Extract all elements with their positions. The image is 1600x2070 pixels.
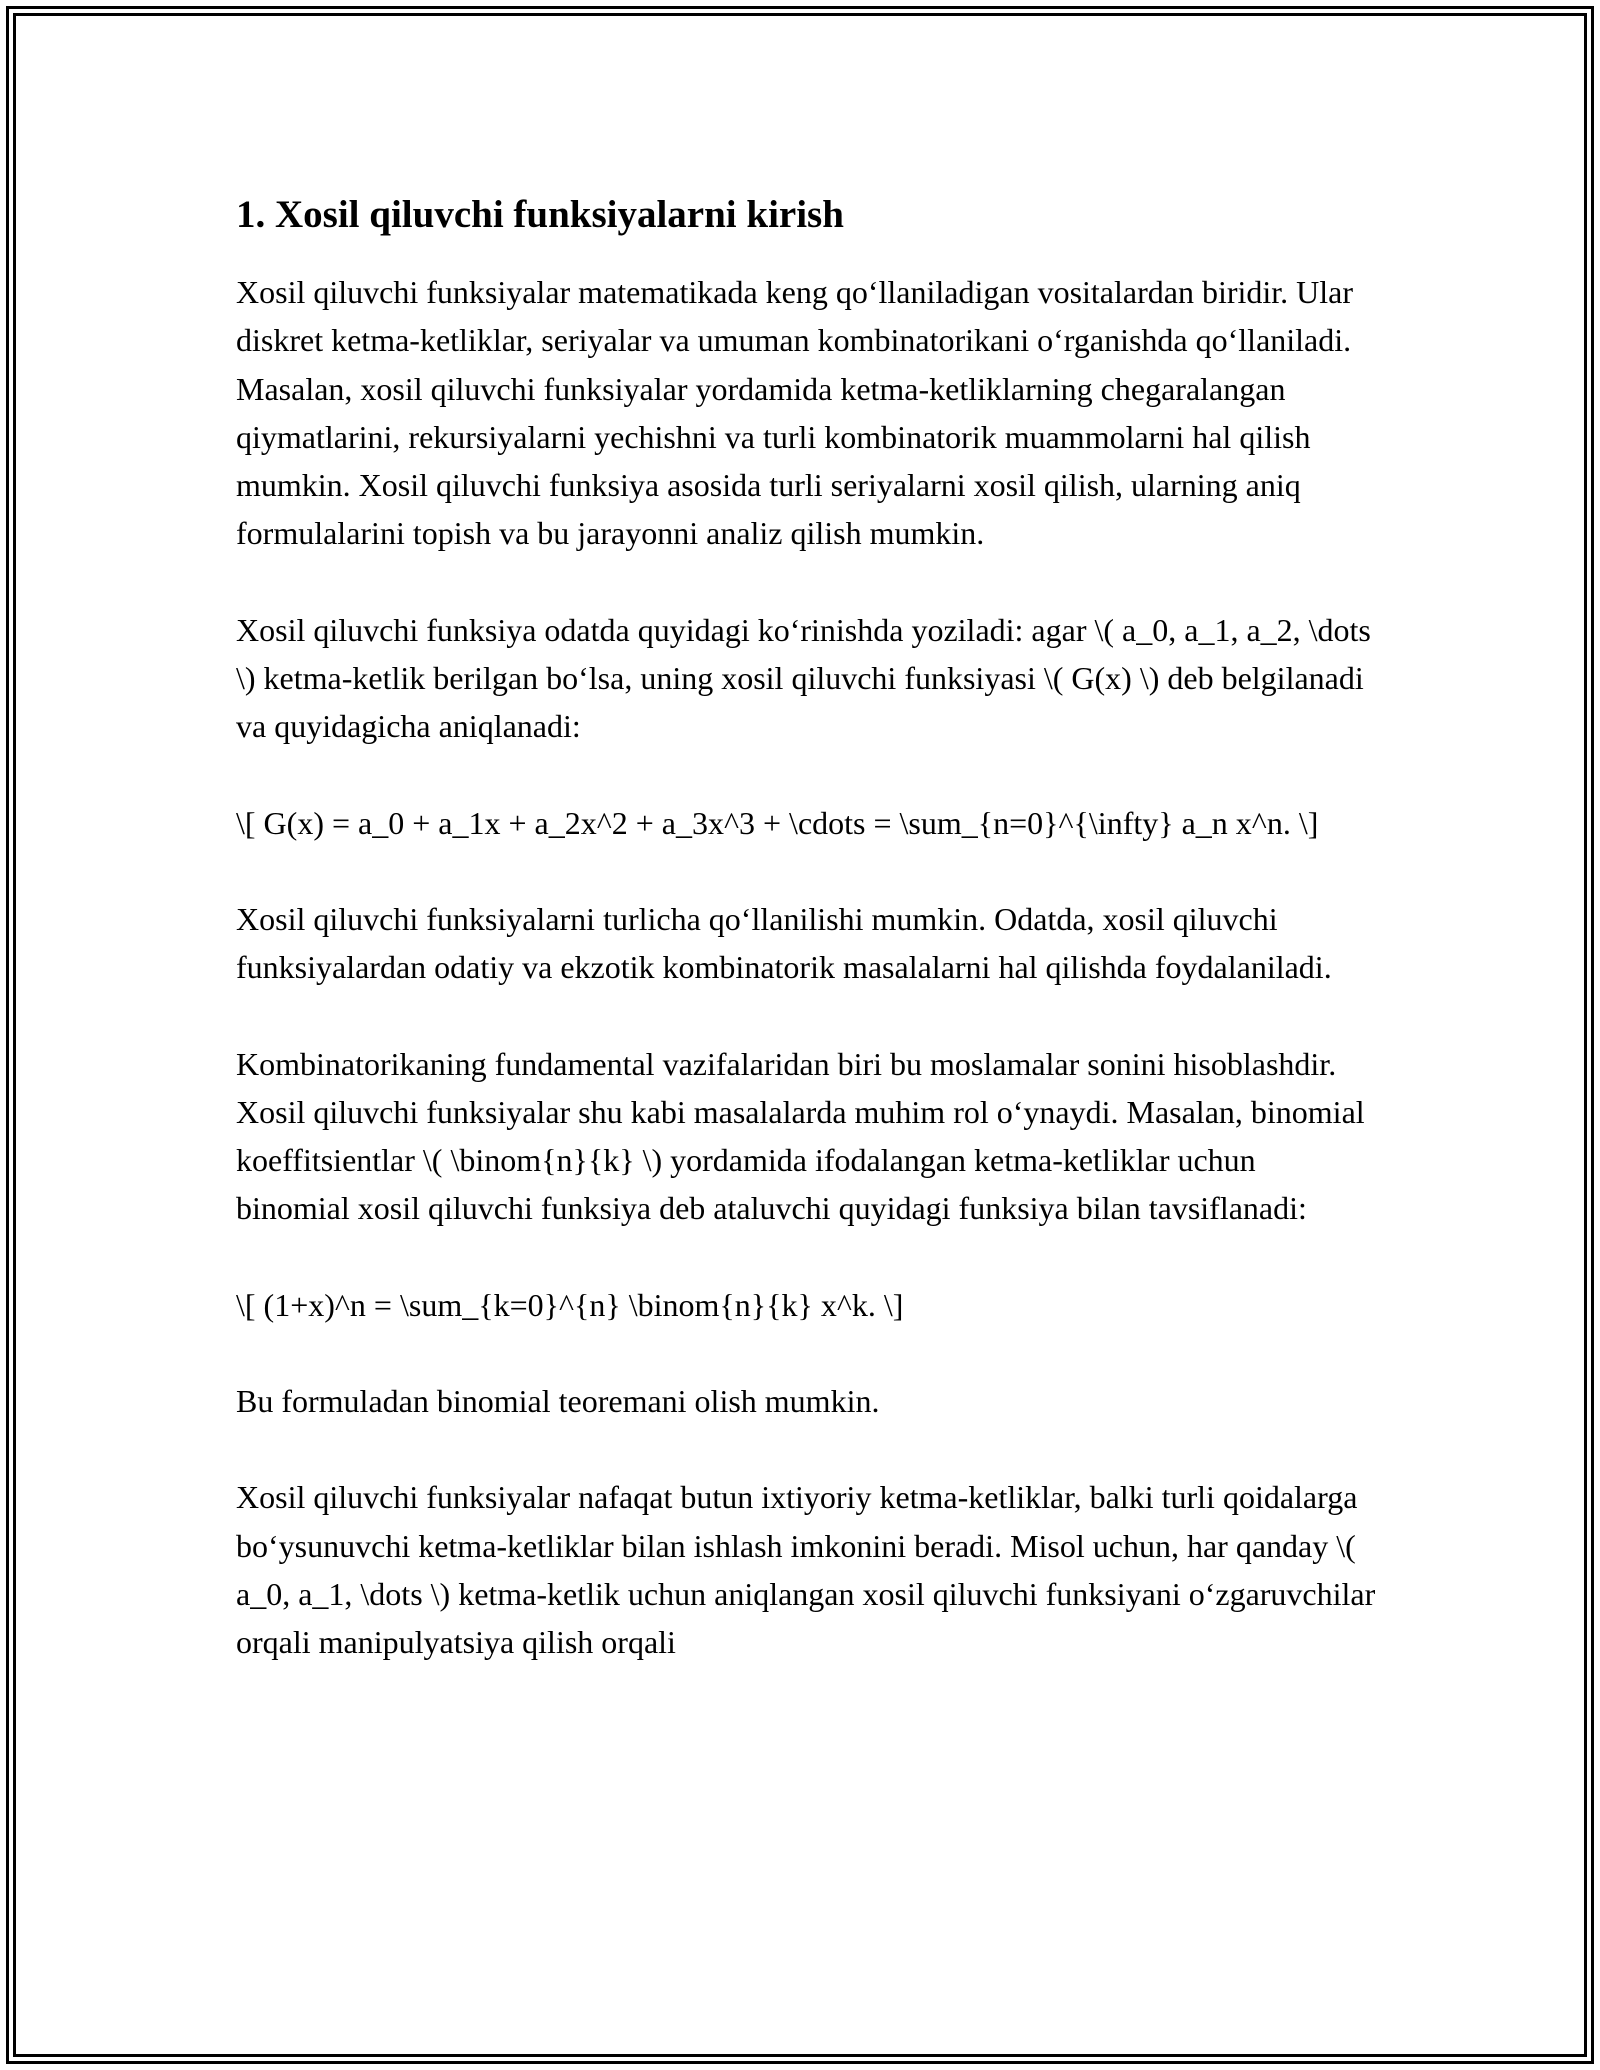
paragraph-applications: Xosil qiluvchi funksiyalarni turlicha qo‘llanilishi mumkin. Odatda, xosil qiluvchi funksiyalardan odatiy va ekzotik kombinatorik masalalarni hal qilishda foydalaniladi. (236, 900, 1332, 986)
paragraph-binomial-theorem: Bu formuladan binomial teoremani olish mumkin. (236, 1383, 880, 1420)
paragraph-intro: Xosil qiluvchi funksiyalar matematikada keng qo‘llaniladigan vositalardan biridir. Ular diskret ketma-ketliklar, seriyalar va umuman kombinatorikani o‘rganishda qo‘llaniladi. Masalan, xosil qiluvchi funksiyalar yordamida ketma-ketliklarning chegaralangan qiymatlarini, rekursiyalarni yechishni va turli kombinatorik muammolarni hal qilish mumkin. Xosil qiluvchi funksiya asosida turli seriyalarni xosil qilish, ularning aniq formulalarini topish va bu jarayonni analiz qilish mumkin. (236, 274, 1354, 552)
formula-binomial: \[ (1+x)^n = \sum_{k=0}^{n} \binom{n}{k} x^k. \] (236, 1286, 904, 1323)
section-heading: 1. Xosil qiluvchi funksiyalarni kirish (236, 193, 844, 236)
formula-generating-function: \[ G(x) = a_0 + a_1x + a_2x^2 + a_3x^3 + \cdots = \sum_{n=0}^{\infty} a_n x^n. \] (236, 804, 1319, 841)
paragraph-sequences: Xosil qiluvchi funksiyalar nafaqat butun ixtiyoriy ketma-ketliklar, balki turli qoidalarga bo‘ysunuvchi ketma-ketliklar bilan ishlash imkonini beradi. Misol uchun, har qanday \( a_0, a_1, \dots \) ketma-ketlik uchun aniqlangan xosil qiluvchi funksiyani o‘zgaruvchilar orqali manipulyatsiya qilish orqali (236, 1479, 1376, 1661)
paragraph-combinatorics: Kombinatorikaning fundamental vazifalaridan biri bu moslamalar sonini hisoblashdir. Xosil qiluvchi funksiyalar shu kabi masalalarda muhim rol o‘ynaydi. Masalan, binomial koeffitsientlar \( \binom{n}{k} \) yordamida ifodalangan ketma-ketliklar uchun binomial xosil qiluvchi funksiya deb ataluvchi quyidagi funksiya bilan tavsiflanadi: (236, 1045, 1365, 1227)
paragraph-definition: Xosil qiluvchi funksiya odatda quyidagi ko‘rinishda yoziladi: agar \( a_0, a_1, a_2, \dots \) ketma-ketlik berilgan bo‘lsa, uning xosil qiluvchi funksiyasi \( G(x) \) deb belgilanadi va quyidagicha aniqlanadi: (236, 611, 1371, 745)
document-body (236, 188, 1376, 1667)
